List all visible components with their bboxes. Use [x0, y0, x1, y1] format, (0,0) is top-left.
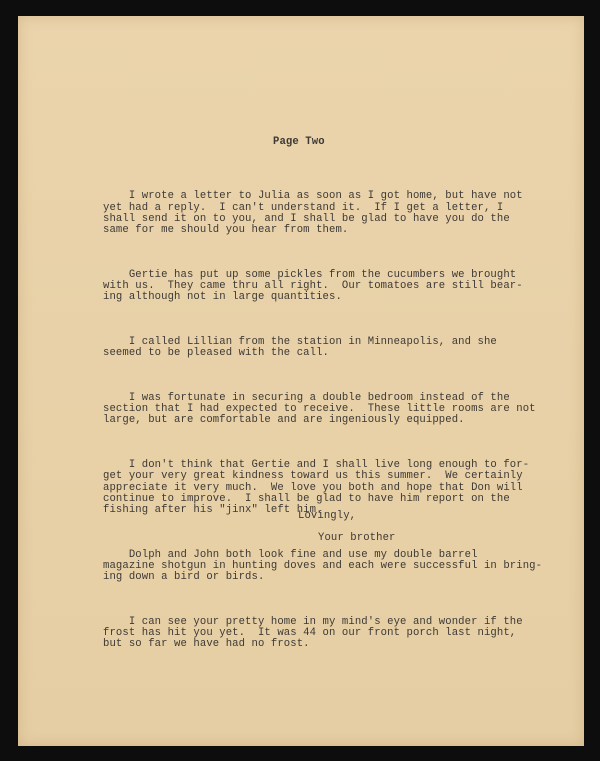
paragraph-frost: I can see your pretty home in my mind's eye and wonder if the frost has hit you yet. It was 44 on our front porch last night, but so far we have had no frost.	[103, 616, 523, 651]
paragraph-hunting: Dolph and John both look fine and use my double barrel magazine shotgun in hunting doves and each were successful in bring- ing down a bird or birds.	[103, 548, 543, 584]
page-heading: Page Two	[273, 136, 325, 148]
paragraph-kindness: I don't think that Gertie and I shall live long enough to for- get your very great kindness toward us this summer. We certainly appreciate it very much. We love you both and hope that Don will continue to improve. I shall be glad to have him report on the fishing after his "jinx" left him.	[103, 459, 530, 517]
paragraph-bedroom: I was fortunate in securing a double bedroom instead of the section that I had expected to receive. These little rooms are not large, but are comfortable and are ingeniously equipped.	[103, 392, 536, 427]
signature: Your brother	[318, 532, 396, 544]
paragraph-lillian-call: I called Lillian from the station in Minneapolis, and she seemed to be pleased with the call.	[103, 336, 497, 360]
closing: Lovingly,	[298, 510, 357, 522]
letter-body	[103, 169, 542, 673]
paragraph-julia-letter: I wrote a letter to Julia as soon as I got home, but have not yet had a reply. I can't understand it. If I get a letter, I shall send it on to you, and I shall be glad to have you do the same for me should you hear from them.	[103, 190, 523, 237]
paragraph-pickles: Gertie has put up some pickles from the cucumbers we brought with us. They came thru all right. Our tomatoes are still bear- ing although not in large quantities.	[103, 268, 523, 304]
